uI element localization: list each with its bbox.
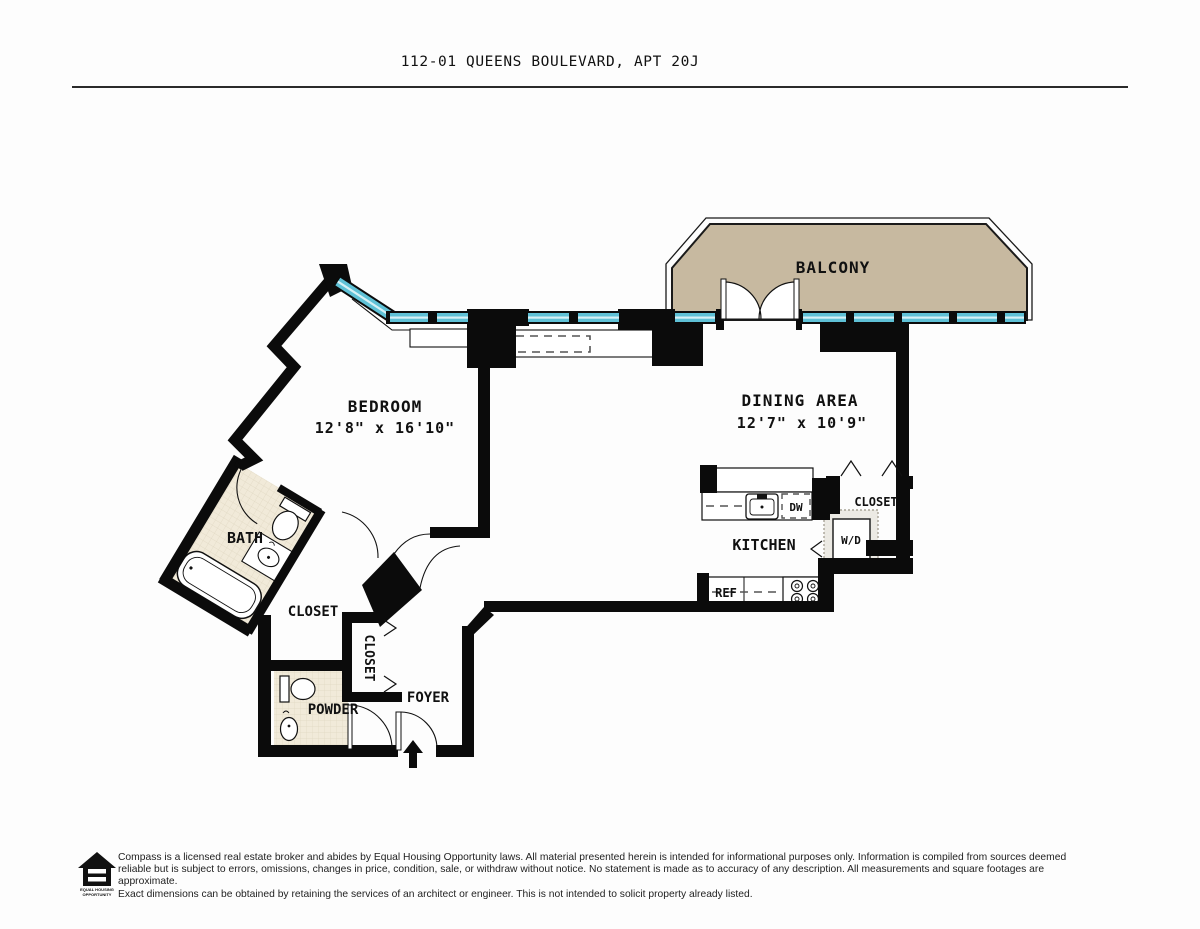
disclaimer-line: Exact dimensions can be obtained by retaining the services of an architect or engineer. This is not intended to solicit property already listed.	[118, 888, 753, 900]
bifold-door-icon	[384, 620, 396, 636]
disclaimer-line: Compass is a licensed real estate broker and abides by Equal Housing Opportunity laws. All material presented herein is intended for informational purposes only. Information is compiled from sources deemed	[118, 852, 1067, 863]
bifold-door-icon	[384, 676, 396, 692]
powder-label: POWDER	[307, 702, 359, 718]
door-arc	[420, 546, 460, 588]
disclaimer-line: reliable but is subject to errors, omissions, changes in price, condition, sale, or withdraw without notice. No statement is made as to accuracy of any description. All measurements and square footages are approximate.	[118, 864, 1045, 888]
closet-hall-label: CLOSET	[287, 604, 339, 620]
closet-dining-label: CLOSET	[854, 495, 898, 509]
door-arc	[342, 512, 378, 558]
entry-arrow-icon	[403, 740, 423, 768]
bifold-door-icon	[841, 461, 861, 476]
page-title: 112-01 QUEENS BOULEVARD, APT 20J	[400, 54, 700, 70]
bath-label: BATH	[226, 529, 264, 547]
kitchen-label: KITCHEN	[732, 536, 796, 554]
bifold-door-icon	[811, 541, 822, 557]
eho-caption-1: EQUAL HOUSING	[80, 887, 114, 892]
disclaimer	[118, 852, 1083, 901]
toilet-icon	[280, 676, 315, 702]
bedroom-dimensions: 12'8" x 16'10"	[314, 419, 456, 437]
balcony-label: BALCONY	[795, 258, 871, 277]
dishwasher-label: DW	[789, 501, 803, 514]
door-arc	[401, 712, 437, 749]
refrigerator-label: REF	[715, 586, 737, 600]
door-arc	[394, 534, 430, 554]
eho-caption-2: OPPORTUNITY	[82, 892, 112, 897]
closet-foyer-label: CLOSET	[361, 634, 376, 682]
dining-label: DINING AREA	[741, 391, 859, 410]
foyer-label: FOYER	[406, 690, 450, 706]
equal-housing-logo	[76, 850, 118, 898]
dining-dimensions: 12'7" x 10'9"	[736, 414, 868, 432]
bedroom-label: BEDROOM	[347, 397, 423, 416]
kitchen-sink-icon	[746, 494, 778, 519]
washer-dryer-label: W/D	[841, 534, 861, 547]
